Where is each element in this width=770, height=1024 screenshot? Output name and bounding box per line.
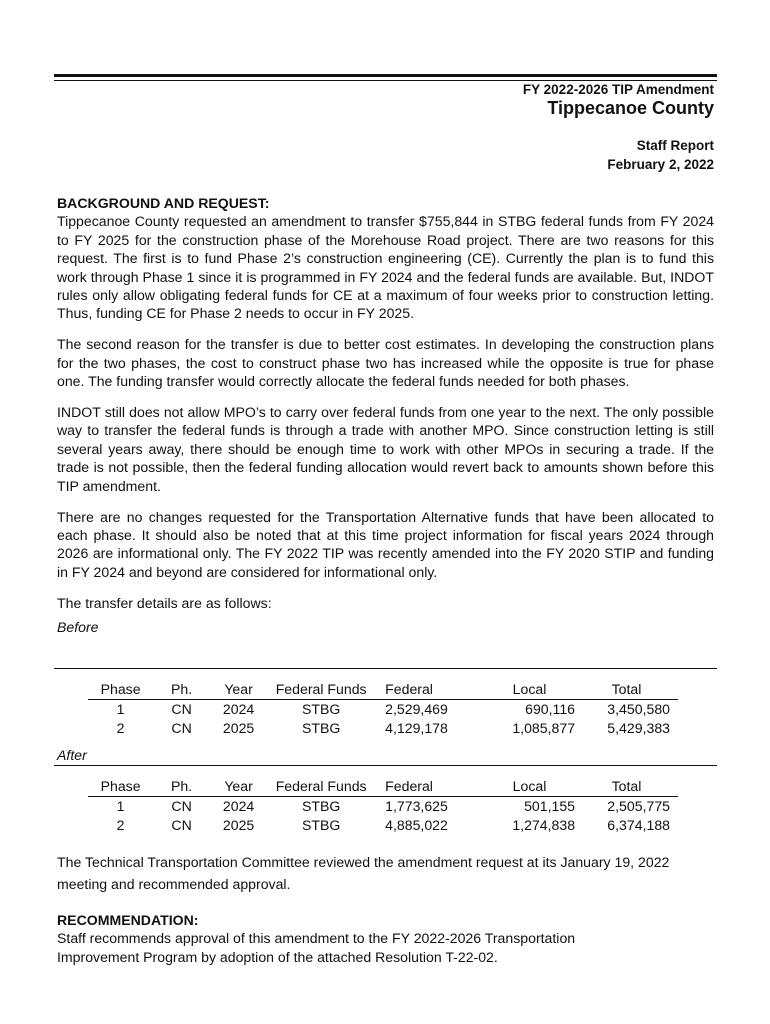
- col-local: Local: [484, 777, 575, 797]
- before-table: [88, 680, 678, 738]
- cell-ph: CN: [171, 701, 192, 717]
- cell-local: 690,116: [525, 701, 576, 717]
- cell-federal-funds: STBG: [301, 701, 341, 717]
- cell-federal-funds: STBG: [301, 720, 341, 736]
- col-phase: Phase: [88, 777, 153, 797]
- col-year: Year: [210, 680, 267, 700]
- before-table-header: [88, 680, 678, 700]
- after-rule: [54, 765, 717, 766]
- report-date: February 2, 2022: [607, 157, 714, 172]
- col-total: Total: [575, 680, 678, 700]
- cell-local: 501,155: [524, 798, 576, 814]
- report-label: Staff Report: [636, 138, 714, 153]
- table-row: [88, 797, 678, 817]
- cell-ph: CN: [171, 720, 192, 736]
- cell-phase: 1: [116, 701, 125, 717]
- table-row: [88, 719, 678, 738]
- county-title: Tippecanoe County: [547, 98, 714, 118]
- before-label: Before: [57, 619, 99, 636]
- cell-federal: 2,529,469: [385, 701, 448, 717]
- header-rule-bottom: [54, 80, 717, 81]
- background-heading: BACKGROUND AND REQUEST:: [57, 195, 270, 211]
- cell-total: 5,429,383: [607, 720, 670, 736]
- cell-year: 2024: [222, 798, 255, 814]
- before-rule: [54, 668, 717, 669]
- recommendation-text: Staff recommends approval of this amendment to the FY 2022-2026 Transportation Improvement Program by adoption of the attached Resolution T-22-02.: [57, 930, 576, 965]
- after-label: After: [57, 747, 87, 763]
- background-paragraph-4: There are no changes requested for the Transportation Alternative funds that have been allocated to each phase. It should also be noted that at this time project information for fiscal years 2024 through 2026 are informational only. The FY 2022 TIP was recently amended into the FY 2020 STIP and funding in FY 2024 and beyond are considered for informational only.: [57, 508, 714, 580]
- background-section: [57, 194, 714, 637]
- cell-total: 3,450,580: [607, 701, 670, 717]
- cell-local: 1,274,838: [512, 817, 576, 833]
- table-row: [88, 700, 678, 720]
- col-ph: Ph.: [153, 680, 210, 700]
- col-phase: Phase: [88, 680, 153, 700]
- cell-ph: CN: [171, 817, 192, 833]
- cell-total: 2,505,775: [607, 798, 670, 814]
- col-local: Local: [484, 680, 575, 700]
- cell-federal: 4,129,178: [385, 720, 448, 736]
- col-federal-funds: Federal Funds: [267, 680, 375, 700]
- cell-federal-funds: STBG: [301, 817, 341, 833]
- cell-year: 2025: [222, 817, 255, 833]
- cell-federal-funds: STBG: [301, 798, 341, 814]
- cell-federal: 4,885,022: [385, 817, 448, 833]
- committee-paragraph: The Technical Transportation Committee reviewed the amendment request at its January 19, 2022 meeting and recommended approval.: [57, 854, 670, 892]
- recommendation-heading: RECOMMENDATION:: [57, 912, 199, 928]
- col-federal-funds: Federal Funds: [267, 777, 375, 797]
- cell-phase: 2: [116, 817, 125, 833]
- transfer-intro: The transfer details are as follows:: [57, 594, 272, 611]
- after-table-header: [88, 777, 678, 797]
- cell-phase: 2: [116, 720, 125, 736]
- background-paragraph-1: Tippecanoe County requested an amendment to transfer $755,844 in STBG federal funds from FY 2024 to FY 2025 for the construction phase of the Morehouse Road project. There are two reasons for this request. The first is to fund Phase 2’s construction engineering (CE). Currently the plan is to fund this work through Phase 1 since it is programmed in FY 2024 and the federal funds are available. But, INDOT rules only allow obligating federal funds for CE at a maximum of four weeks prior to construction letting. Thus, funding CE for Phase 2 needs to occur in FY 2025.: [57, 213, 714, 322]
- cell-phase: 1: [116, 798, 125, 814]
- background-paragraph-2: The second reason for the transfer is due to better cost estimates. In developing the construction plans for the two phases, the cost to construct phase two has increased while the opposite is true for phase one. The funding transfer would correctly allocate the federal funds needed for both phases.: [57, 336, 714, 390]
- col-federal: Federal: [375, 680, 484, 700]
- recommendation-section: [57, 911, 714, 966]
- background-paragraph-3: INDOT still does not allow MPO’s to carry over federal funds from one year to the next. The only possible way to transfer the federal funds is through a trade with another MPO. Since construction letting is still several years away, there should be enough time to work with other MPOs in securing a trade. If the trade is not possible, then the federal funding allocation would revert back to amounts shown before this TIP amendment.: [57, 404, 714, 494]
- amendment-title: FY 2022-2026 TIP Amendment: [522, 82, 714, 97]
- cell-local: 1,085,877: [512, 720, 576, 736]
- cell-total: 6,374,188: [607, 817, 670, 833]
- cell-ph: CN: [171, 798, 192, 814]
- col-year: Year: [210, 777, 267, 797]
- header-rule-top: [54, 74, 717, 77]
- table-row: [88, 816, 678, 835]
- col-federal: Federal: [375, 777, 484, 797]
- after-table: [88, 777, 678, 835]
- col-ph: Ph.: [153, 777, 210, 797]
- cell-year: 2024: [222, 701, 255, 717]
- cell-year: 2025: [222, 720, 255, 736]
- cell-federal: 1,773,625: [385, 798, 448, 814]
- col-total: Total: [575, 777, 678, 797]
